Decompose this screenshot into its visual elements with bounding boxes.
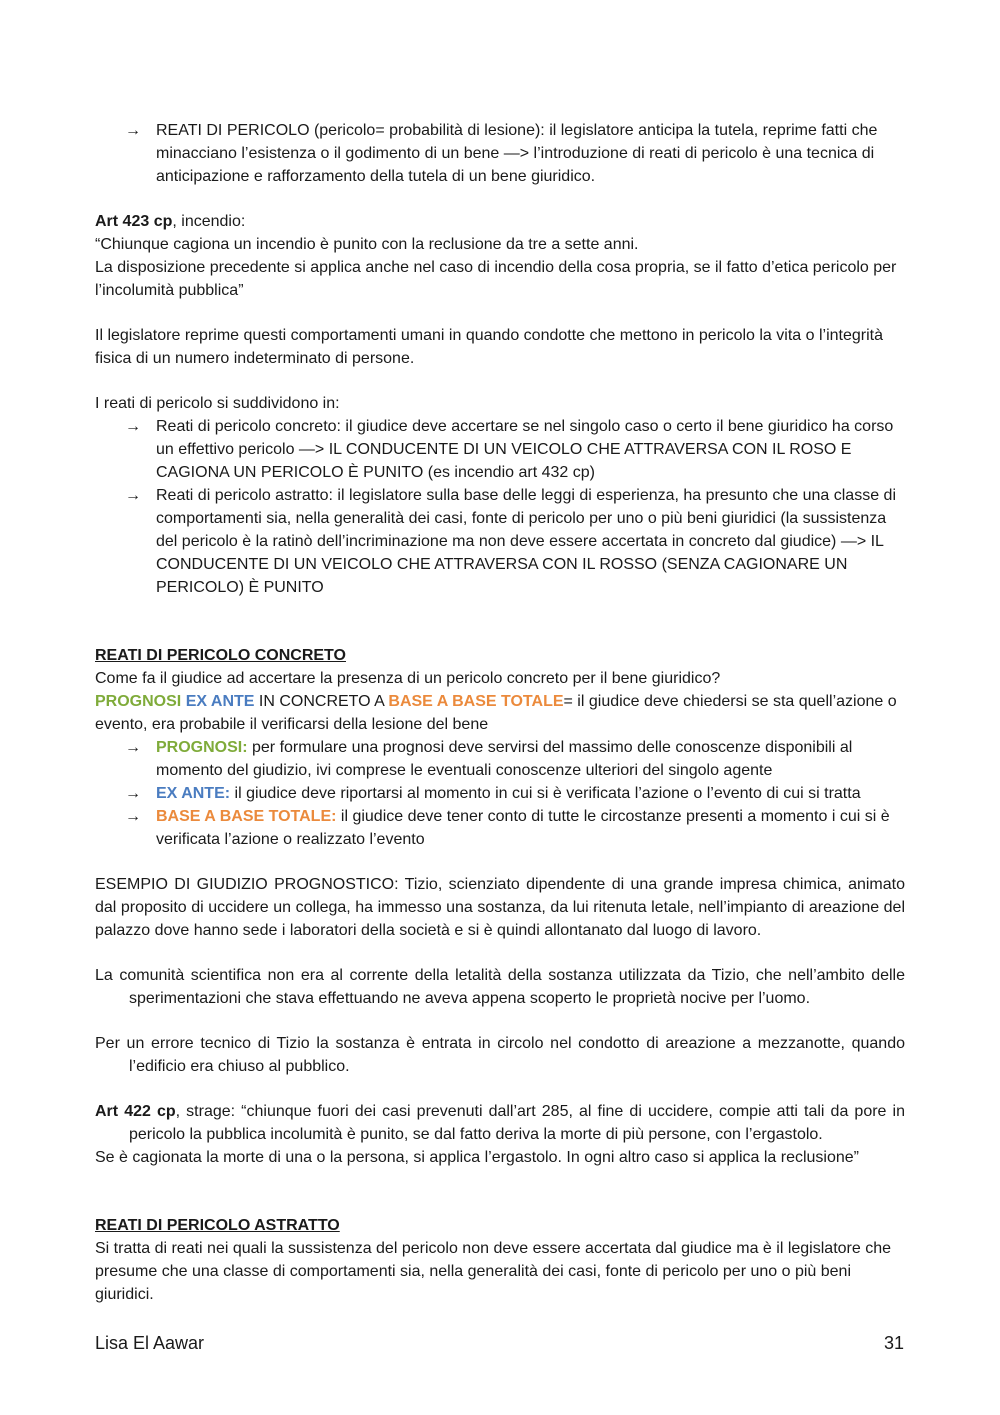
arrow-icon: → [125, 122, 141, 139]
list-item: → Reati di pericolo concreto: il giudice deve accertare se nel singolo caso o certo il bene giuridico ha corso un effettivo pericolo —> IL CONDUCENTE DI UN VEICOLO CHE ATTRAVERSA CON IL ROSO E CAGIONA UN PERICOLO È PUNITO (es incendio art 432 cp) [95, 415, 905, 484]
article-label: Art 423 cp [95, 213, 173, 230]
list-item: → Reati di pericolo astratto: il legislatore sulla base delle leggi di esperienza, ha presunto che una classe di comportamenti sia, nella generalità dei casi, fonte di pericolo per uno o più beni giuridici (la sussistenza del pericolo è la ratinò dell’incriminazione ma non deve essere accertata in concreto dal giudice) —> IL CONDUCENTE DI UN VEICOLO CHE ATTRAVERSA CON IL ROSSO (SENZA CAGIONARE UN PERICOLO) È PUNITO [95, 484, 905, 599]
list-item [95, 119, 905, 188]
types-list [95, 415, 905, 599]
arrow-icon: → [125, 739, 141, 756]
article-label: Art 422 cp [95, 1103, 176, 1120]
paragraph: I reati di pericolo si suddividono in: [95, 395, 340, 412]
footer-author: Lisa El Aawar [95, 1333, 205, 1353]
art423-quote-line1: “Chiunque cagiona un incendio è punito con la reclusione da tre a sette anni. [95, 236, 639, 253]
list-item: → PROGNOSI: per formulare una prognosi deve servirsi del massimo delle conoscenze disponibili al momento del giudizio, ivi comprese le eventuali conoscenze ulteriori del singolo agente [95, 736, 905, 782]
art422-paragraph: Art 422 cp, strage: “chiunque fuori dei casi prevenuti dall’art 285, al fine di uccidere, compie atti tali da pore in pericolo la pubblica incolumità è punito, se dal fatto deriva la morte di più persone, con l’ergastolo. [95, 1103, 905, 1143]
section-heading-astratto: REATI DI PERICOLO ASTRATTO [95, 1217, 340, 1234]
paragraph: Per un errore tecnico di Tizio la sostanza è entrata in circolo nel condotto di areazione a mezzanotte, quando l’edificio era chiuso al pubblico. [95, 1035, 905, 1075]
list-item: → EX ANTE: il giudice deve riportarsi al momento in cui si è verificata l’azione o l’evento di cui si tratta [95, 782, 905, 805]
paragraph: Come fa il giudice ad accertare la presenza di un pericolo concreto per il bene giuridico? [95, 670, 721, 687]
paragraph: ESEMPIO DI GIUDIZIO PROGNOSTICO: Tizio, scienziato dipendente di una grande impresa chimica, animato dal proposito di uccidere un collega, ha immesso una sostanza, da lui ritenuta letale, nell’impianto di areazione del palazzo dove hanno sede i laboratori della società e si è quindi allontanato dal luogo di lavoro. [95, 876, 905, 939]
arrow-icon: → [125, 487, 141, 504]
document-body [95, 119, 905, 1306]
arrow-icon: → [125, 808, 141, 825]
art422-line2: Se è cagionata la morte di una o la persona, si applica l’ergastolo. In ogni altro caso si applica la reclusione” [95, 1149, 859, 1166]
paragraph: Il legislatore reprime questi comportamenti umani in quando condotte che mettono in pericolo la vita o l’integrità fisica di un numero indeterminato di persone. [95, 327, 883, 367]
list-item-text: REATI DI PERICOLO (pericolo= probabilità di lesione): il legislatore anticipa la tutela, reprime fatti che minacciano l’esistenza o il godimento di un bene —> l’introduzione di reati di pericolo è una tecnica di anticipazione e rafforzamento della tutela di un bene giuridico. [156, 122, 878, 185]
arrow-icon: → [125, 418, 141, 435]
formula-paragraph: PROGNOSI EX ANTE IN CONCRETO A BASE A BASE TOTALE= il giudice deve chiedersi se sta quell’azione o evento, era probabile il verificarsi della lesione del bene [95, 693, 897, 733]
art423-title: Art 423 cp, incendio: [95, 213, 246, 230]
paragraph: La comunità scientifica non era al corrente della letalità della sostanza utilizzata da Tizio, che nell’ambito delle sperimentazioni che stava effettuando ne aveva appena scoperto le proprietà nocive per l’uomo. [95, 967, 905, 1007]
intro-list [95, 119, 905, 188]
criteria-list [95, 736, 905, 851]
page-number: 31 [883, 1333, 904, 1353]
art423-quote-line2: La disposizione precedente si applica anche nel caso di incendio della cosa propria, se il fatto d’etica pericolo per l’incolumità pubblica” [95, 259, 897, 299]
section-heading-concreto: REATI DI PERICOLO CONCRETO [95, 647, 346, 664]
list-item: → BASE A BASE TOTALE: il giudice deve tener conto di tutte le circostanze presenti a momento i cui si è verificata l’azione o realizzato l’evento [95, 805, 905, 851]
arrow-icon: → [125, 785, 141, 802]
paragraph: Si tratta di reati nei quali la sussistenza del pericolo non deve essere accertata dal giudice ma è il legislatore che presume che una classe di comportamenti sia, nella generalità dei casi, fonte di pericolo per uno o più beni giuridici. [95, 1240, 891, 1303]
